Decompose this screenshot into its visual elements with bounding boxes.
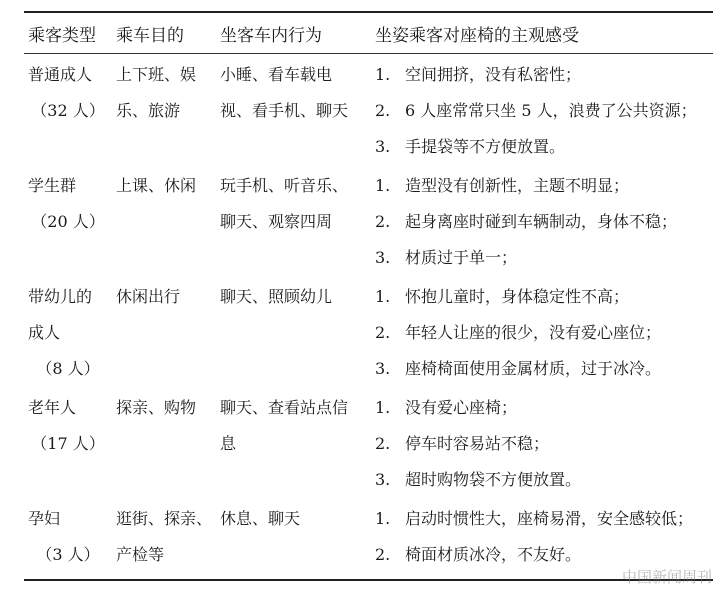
table-row — [24, 165, 713, 276]
survey-table-container — [24, 11, 713, 581]
feeling-number: 1. — [375, 287, 391, 306]
feeling-number: 3. — [375, 248, 391, 267]
ride-purpose-cell — [112, 54, 216, 166]
feeling-item — [375, 240, 713, 276]
ride-purpose-cell — [112, 165, 216, 276]
feeling-item — [375, 279, 713, 315]
in-bus-behavior-cell — [216, 498, 371, 580]
seat-feelings-cell — [371, 276, 713, 387]
feeling-item — [375, 168, 713, 204]
behavior-text: 视、看手机、聊天 — [220, 101, 349, 120]
feeling-text: 启动时惯性大，座椅易滑，安全感较低； — [405, 509, 694, 528]
ride-purpose-cell — [112, 276, 216, 387]
feeling-item — [375, 462, 713, 498]
feeling-number: 1. — [375, 398, 391, 417]
feeling-item — [375, 204, 713, 240]
feeling-text: 怀抱儿童时，身体稳定性不高； — [405, 287, 630, 306]
feeling-number: 1. — [375, 509, 391, 528]
table-row — [24, 498, 713, 580]
feeling-number: 1. — [375, 65, 391, 84]
feeling-text: 超时购物袋不方便放置。 — [405, 470, 582, 489]
ride-purpose-text: 乐、旅游 — [116, 101, 181, 120]
in-bus-behavior-cell — [216, 54, 371, 166]
passenger-type-cell — [24, 498, 112, 580]
table-row — [24, 387, 713, 498]
feeling-number: 2. — [375, 323, 391, 342]
passenger-count: （3 人） — [36, 545, 100, 564]
header-passenger-type: 乘客类型 — [24, 12, 112, 54]
behavior-text: 聊天、照顾幼儿 — [220, 287, 333, 306]
feeling-number: 3. — [375, 137, 391, 156]
passenger-type-cell — [24, 54, 112, 166]
feeling-item — [375, 129, 713, 165]
feeling-text: 造型没有创新性，主题不明显； — [405, 176, 630, 195]
passenger-type-label: 老年人 — [28, 398, 77, 417]
header-seat-feelings: 坐姿乘客对座椅的主观感受 — [371, 12, 713, 54]
ride-purpose-text: 休闲出行 — [116, 287, 181, 306]
passenger-seat-survey-table — [24, 11, 713, 581]
feeling-number: 3. — [375, 470, 391, 489]
feeling-item — [375, 351, 713, 387]
passenger-type-label: 孕妇 — [28, 509, 61, 528]
table-header-row — [24, 12, 713, 54]
behavior-text: 聊天、观察四周 — [220, 212, 333, 231]
passenger-type-label: 普通成人 — [28, 65, 93, 84]
table-body — [24, 54, 713, 581]
header-in-bus-behavior: 坐客车内行为 — [216, 12, 371, 54]
feeling-text: 材质过于单一； — [405, 248, 518, 267]
passenger-type-label: 成人 — [28, 323, 61, 342]
in-bus-behavior-cell — [216, 387, 371, 498]
passenger-type-cell — [24, 387, 112, 498]
passenger-count: （8 人） — [36, 359, 100, 378]
passenger-count: （20 人） — [31, 212, 105, 231]
seat-feelings-cell — [371, 387, 713, 498]
seat-feelings-cell — [371, 165, 713, 276]
feeling-text: 手提袋等不方便放置。 — [405, 137, 566, 156]
behavior-text: 玩手机、听音乐、 — [220, 176, 349, 195]
ride-purpose-text: 逛街、探亲、 — [116, 509, 213, 528]
in-bus-behavior-cell — [216, 276, 371, 387]
feeling-number: 2. — [375, 212, 391, 231]
feeling-number: 1. — [375, 176, 391, 195]
feeling-text: 空间拥挤，没有私密性； — [405, 65, 582, 84]
ride-purpose-cell — [112, 498, 216, 580]
table-row — [24, 54, 713, 166]
watermark: 中国新闻周刊 — [621, 568, 712, 586]
in-bus-behavior-cell — [216, 165, 371, 276]
passenger-type-label: 带幼儿的 — [28, 287, 93, 306]
behavior-text: 聊天、查看站点信 — [220, 398, 349, 417]
passenger-type-cell — [24, 165, 112, 276]
feeling-text: 椅面材质冰冷，不友好。 — [405, 545, 582, 564]
ride-purpose-text: 上课、休闲 — [116, 176, 197, 195]
ride-purpose-text: 上下班、娱 — [116, 65, 197, 84]
passenger-count: （32 人） — [31, 101, 105, 120]
feeling-item — [375, 501, 713, 537]
seat-feelings-cell — [371, 54, 713, 166]
feeling-text: 没有爱心座椅； — [405, 398, 518, 417]
ride-purpose-cell — [112, 387, 216, 498]
behavior-text: 小睡、看车载电 — [220, 65, 333, 84]
ride-purpose-text: 探亲、购物 — [116, 398, 197, 417]
feeling-text: 年轻人让座的很少，没有爱心座位； — [405, 323, 662, 342]
feeling-item — [375, 57, 713, 93]
behavior-text: 休息、聊天 — [220, 509, 301, 528]
table-row — [24, 276, 713, 387]
passenger-count: （17 人） — [31, 434, 105, 453]
feeling-text: 停车时容易站不稳； — [405, 434, 550, 453]
feeling-number: 2. — [375, 545, 391, 564]
feeling-number: 2. — [375, 101, 391, 120]
behavior-text: 息 — [220, 434, 237, 453]
feeling-text: 起身离座时碰到车辆制动，身体不稳； — [405, 212, 678, 231]
feeling-number: 2. — [375, 434, 391, 453]
ride-purpose-text: 产检等 — [116, 545, 165, 564]
feeling-item — [375, 93, 713, 129]
feeling-item — [375, 390, 713, 426]
feeling-number: 3. — [375, 359, 391, 378]
header-ride-purpose: 乘车目的 — [112, 12, 216, 54]
passenger-type-cell — [24, 276, 112, 387]
feeling-item — [375, 315, 713, 351]
passenger-type-label: 学生群 — [28, 176, 77, 195]
feeling-text: 座椅椅面使用金属材质，过于冰冷。 — [405, 359, 662, 378]
feeling-item — [375, 426, 713, 462]
feeling-text: 6 人座常常只坐 5 人，浪费了公共资源； — [405, 101, 697, 120]
